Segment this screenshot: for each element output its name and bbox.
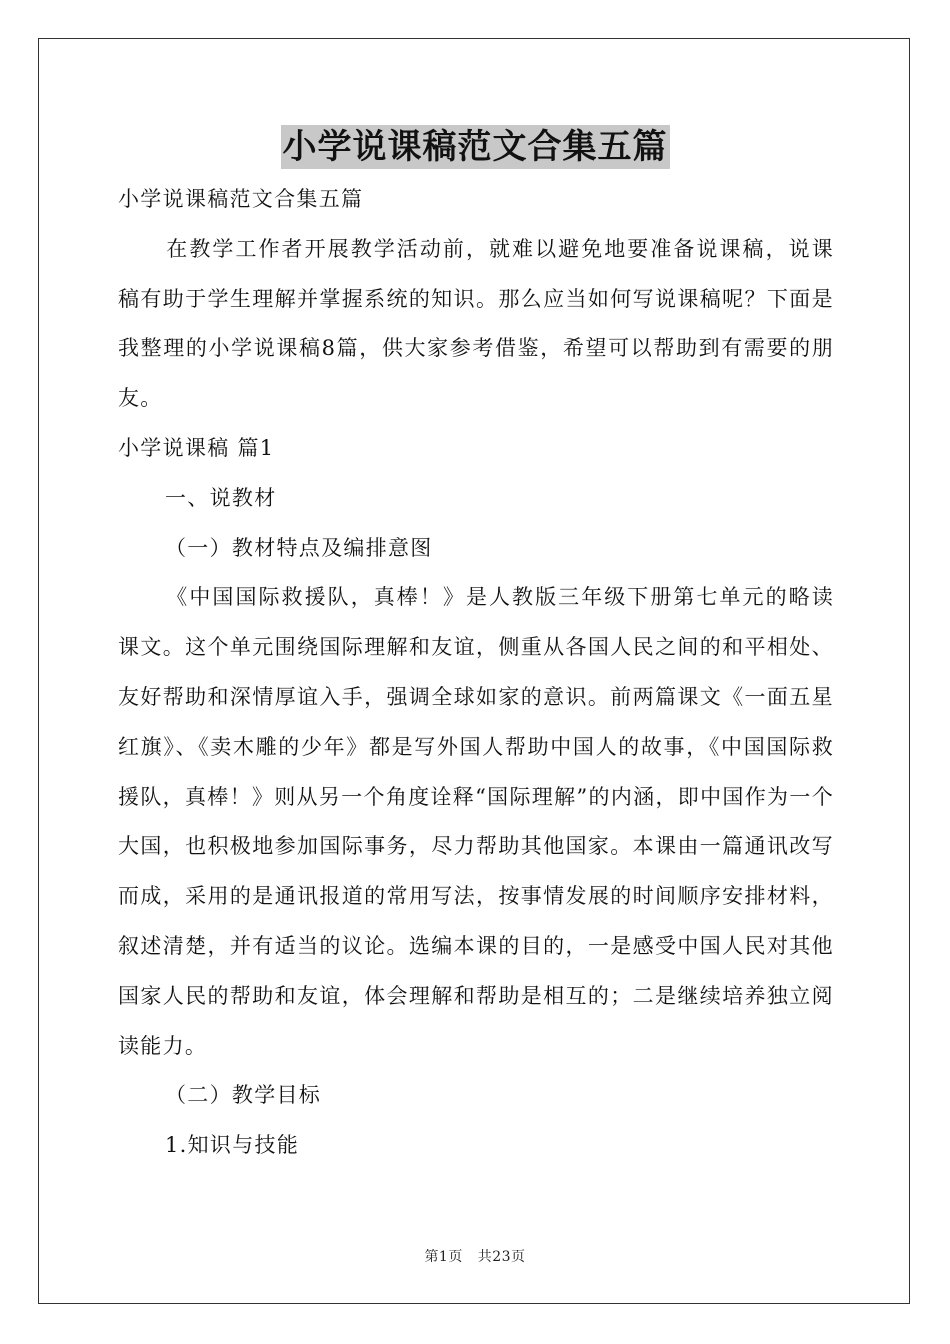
page-footer bbox=[0, 1246, 950, 1266]
section-title: 小学说课稿 篇1 bbox=[118, 435, 275, 460]
heading-teaching-goals: （二）教学目标 bbox=[165, 1083, 322, 1108]
intro-paragraph: 在教学工作者开展教学活动前，就难以避免地要准备说课稿，说课稿有助于学生理解并掌握系统的知识。那么应当如何写说课稿呢？下面是我整理的小学说课稿8篇，供大家参考借鉴，希望可以帮助到有需要的朋友。 bbox=[118, 236, 834, 411]
heading-material-features: （一）教材特点及编排意图 bbox=[165, 535, 433, 560]
title-container bbox=[0, 125, 950, 169]
document-subtitle: 小学说课稿范文合集五篇 bbox=[118, 187, 364, 211]
page-number: 第1页 bbox=[424, 1249, 463, 1265]
heading-knowledge-skills: 1.知识与技能 bbox=[165, 1133, 300, 1158]
document-body bbox=[118, 175, 834, 1171]
document-title: 小学说课稿范文合集五篇 bbox=[282, 127, 668, 167]
heading-teaching-material: 一、说教材 bbox=[165, 485, 277, 510]
body-paragraph: 《中国国际救援队，真棒！》是人教版三年级下册第七单元的略读课文。这个单元围绕国际理解和友谊，侧重从各国人民之间的和平相处、友好帮助和深情厚谊入手，强调全球如家的意识。前两篇课文《一面五星红旗》、《卖木雕的少年》都是写外国人帮助中国人的故事，《中国国际救援队，真棒！》则从另一个角度诠释“国际理解”的内涵，即中国作为一个大国，也积极地参加国际事务，尽力帮助其他国家。本课由一篇通讯改写而成，采用的是通讯报道的常用写法，按事情发展的时间顺序安排材料，叙述清楚，并有适当的议论。选编本课的目的，一是感受中国人民对其他国家人民的帮助和友谊，体会理解和帮助是相互的；二是继续培养独立阅读能力。 bbox=[118, 585, 834, 1058]
page-total: 共23页 bbox=[477, 1249, 526, 1265]
